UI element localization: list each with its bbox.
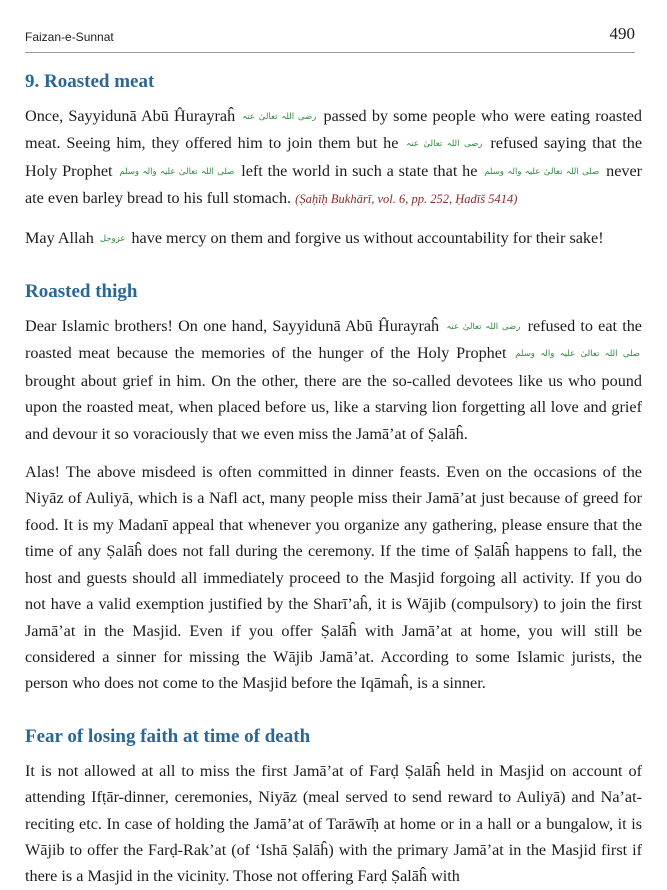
honorific-arabic: عزوجل: [99, 233, 126, 244]
page-number: 490: [609, 24, 635, 43]
section-heading: Roasted thigh: [25, 281, 138, 303]
text-run: left the world in such a state that he: [241, 161, 478, 180]
text-run: passed by some people who were eating roasted meat. Seeing him, they offered him to join them but he: [25, 107, 642, 153]
text-run: never ate even barley bread to his full stomach.: [25, 161, 643, 208]
section-roasted-meat: [25, 70, 642, 252]
page-body: [25, 70, 642, 890]
honorific-arabic: صلی اللہ تعالیٰ علیہ والہ وسلم: [119, 166, 235, 177]
text-run: have mercy on them and forgive us without accountability for their sake!: [131, 228, 604, 247]
honorific-arabic: رضی اللہ تعالیٰ عنہ: [446, 322, 521, 333]
text-run: Dear Islamic brothers! On one hand, Sayyidunā Abū Ĥurayraĥ: [25, 317, 440, 336]
paragraph: It is not allowed at all to miss the first Jamā’at of Farḍ Ṣalāĥ held in Masjid on account of attending Ifṭār-dinner, ceremonies, Niyāz (meal served to send reward to Auliyā) and Na’at-reciting etc. In case of holding the Jamā’at of Tarāwīḥ at home or in a hall or a bungalow, it is Wājib to offer the Farḍ-Rak’at (of ‘Ishā Ṣalāĥ) with the primary Jamā’at in the Masjid first if there is a Masjid in the vicinity. Those not offering Farḍ Ṣalāĥ with: [25, 761, 642, 886]
page-header: [25, 22, 635, 53]
section-roasted-thigh: [25, 280, 642, 697]
honorific-arabic: صلی اللہ تعالیٰ علیہ والہ وسلم: [515, 349, 640, 360]
honorific-arabic: صلی اللہ تعالیٰ علیہ والہ وسلم: [484, 166, 600, 177]
paragraph: [25, 225, 642, 252]
honorific-arabic: رضی اللہ تعالیٰ عنہ: [406, 139, 483, 150]
text-run: brought about grief in him. On the other, there are the so-called devotees like us who pound upon the roasted meat, when placed before us, like a starving lion forgetting all love and grief and devour it so voraciously that we even miss the Jamā’at of Ṣalāĥ.: [25, 371, 642, 443]
section-heading: 9. Roasted meat: [25, 71, 155, 92]
text-run: Once, Sayyidunā Abū Ĥurayraĥ: [25, 107, 236, 125]
text-run: refused saying that the Holy Prophet: [25, 134, 643, 180]
book-title: Faizan-e-Sunnat: [25, 30, 114, 44]
honorific-arabic: رضی اللہ تعالیٰ عنہ: [242, 112, 317, 122]
section-heading: Fear of losing faith at time of death: [25, 725, 311, 747]
paragraph: [25, 313, 642, 447]
paragraph: Alas! The above misdeed is often committed in dinner feasts. Even on the occasions of the Niyāz of Auliyā, which is a Nafl act, many people miss their Jamā’at just because of greed for food. It is my Madanī appeal that whenever you organize any gathering, please ensure that the time of any Ṣalāĥ does not fall during the ceremony. If the time of Ṣalāĥ happens to fall, the host and guests should all immediately proceed to the Masjid forgoing all activity. If you do not have a valid exemption justified by the Sharī’aĥ, it is Wājib (compulsory) to join the first Jamā’at in the Masjid. Even if you offer Ṣalāĥ with Jamā’at at home, you will still be considered a sinner for missing the Wājib Jamā’at. According to some Islamic jurists, the person who does not come to the Masjid before the Iqāmaĥ, is a sinner.: [25, 463, 642, 693]
text-run: refused to eat the roasted meat because the memories of the hunger of the Holy Prophet: [25, 317, 642, 363]
section-fear-of-losing-faith: [25, 725, 642, 890]
paragraph: [25, 103, 642, 213]
text-run: May Allah: [25, 228, 94, 247]
hadith-reference: (Ṣaḥīḥ Bukhārī, vol. 6, pp. 252, Ḥadīš 5414): [295, 192, 518, 207]
